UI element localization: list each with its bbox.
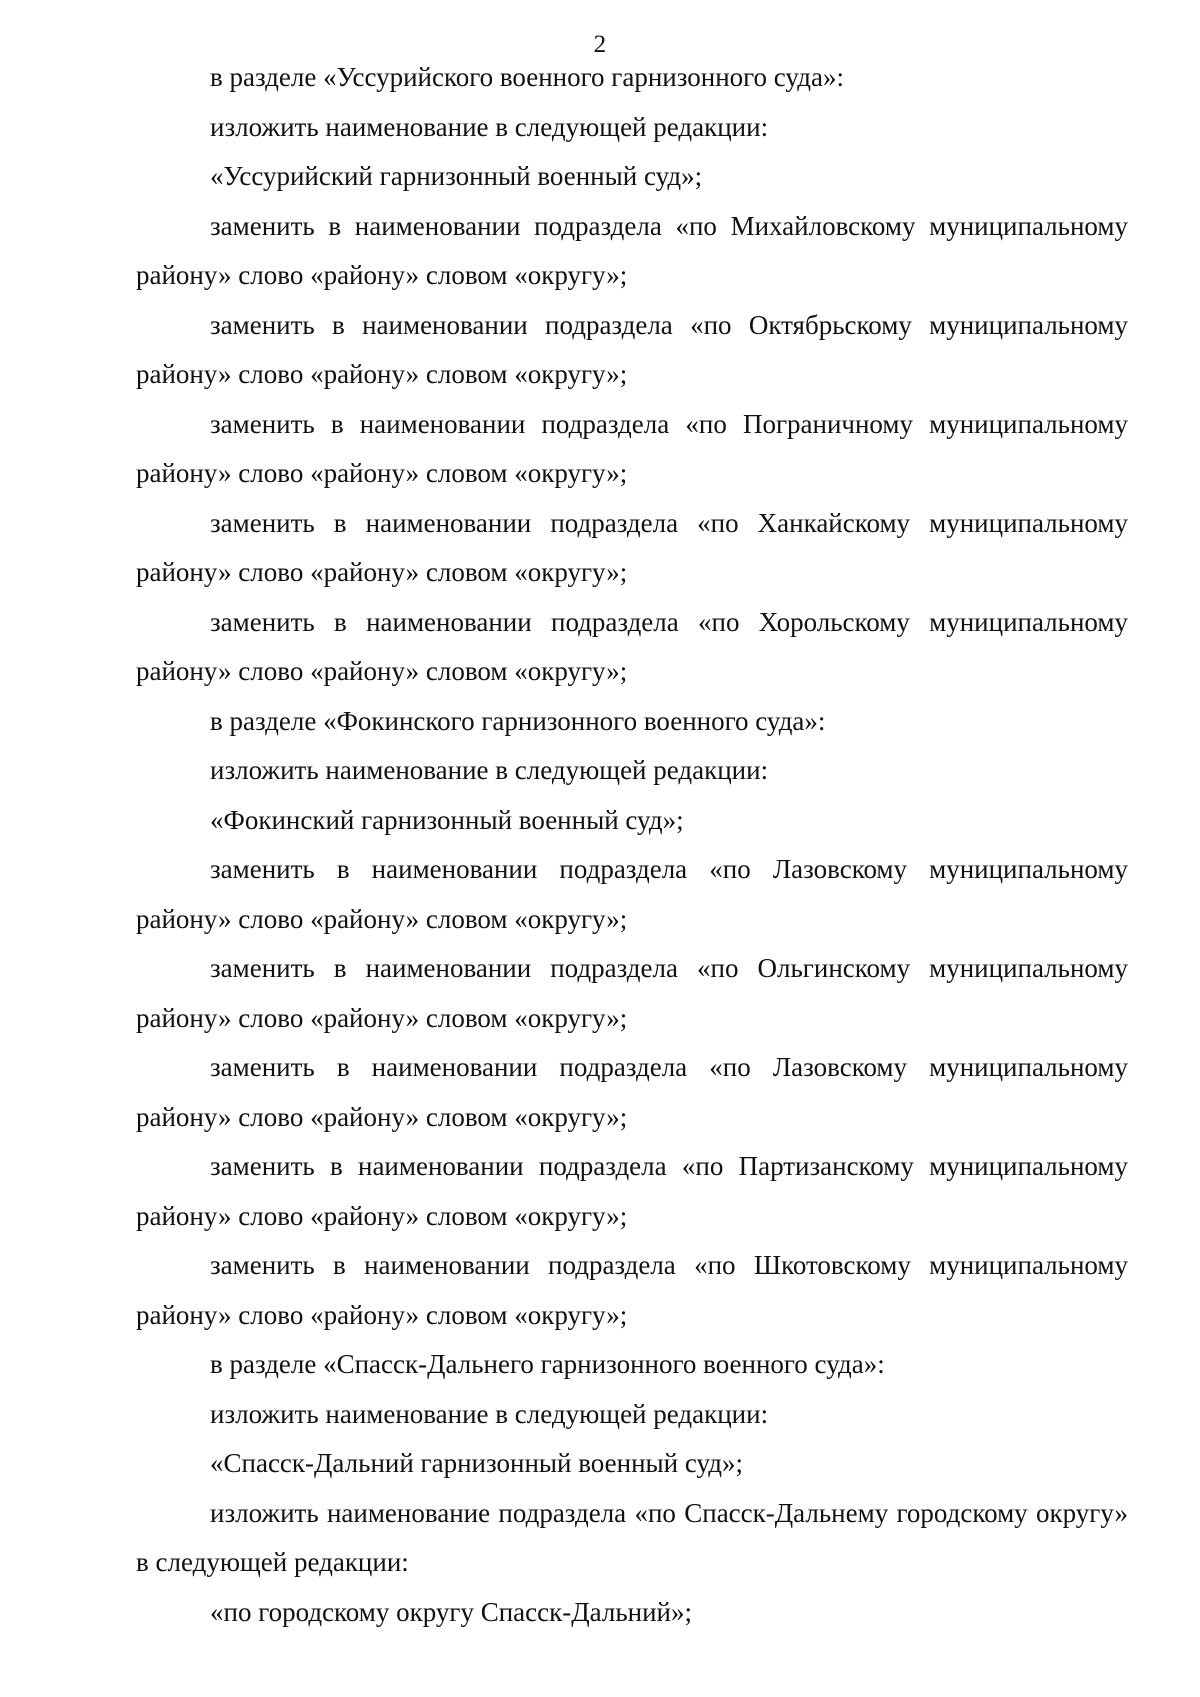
paragraph: в разделе «Спасск-Дальнего гарнизонного военного суда»: [210, 1349, 885, 1379]
paragraph: изложить наименование в следующей редакции: [210, 111, 769, 142]
paragraph: заменить в наименовании подраздела «по Лазовскому муниципальному району» слово «району» словом «округу»; [136, 1052, 1128, 1132]
paragraph: «по городскому округу Спасск-Дальний»; [210, 1596, 692, 1627]
paragraph: заменить в наименовании подраздела «по Ханкайскому муниципальному району» слово «району» словом «округу»; [136, 507, 1128, 587]
paragraph: изложить наименование подраздела «по Спасск-Дальнему городскому округу» в следующей редакции: [136, 1497, 1128, 1577]
paragraph: «Фокинский гарнизонный военный суд»; [210, 804, 684, 835]
paragraph: заменить в наименовании подраздела «по Пограничному муниципальному району» слово «району» словом «округу»; [136, 408, 1128, 488]
paragraph: «Спасск-Дальний гарнизонный военный суд»; [210, 1448, 744, 1478]
paragraph: заменить в наименовании подраздела «по Ольгинскому муниципальному району» слово «району» словом «округу»; [136, 953, 1128, 1033]
paragraph: заменить в наименовании подраздела «по Октябрьскому муниципальному району» слово «району» словом «округу»; [136, 309, 1128, 389]
paragraph: заменить в наименовании подраздела «по Михайловскому муниципальному району» слово «району» словом «округу»; [136, 210, 1128, 290]
paragraph: заменить в наименовании подраздела «по Хорольскому муниципальному району» слово «району» словом «округу»; [136, 606, 1128, 686]
paragraph: заменить в наименовании подраздела «по Лазовскому муниципальному району» слово «району» словом «округу»; [136, 854, 1128, 934]
document-body [136, 53, 1128, 1637]
paragraph: заменить в наименовании подраздела «по Шкотовскому муниципальному району» слово «району» словом «округу»; [136, 1250, 1128, 1330]
paragraph: заменить в наименовании подраздела «по Партизанскому муниципальному району» слово «району» словом «округу»; [136, 1151, 1128, 1231]
paragraph: «Уссурийский гарнизонный военный суд»; [210, 161, 703, 191]
paragraph: изложить наименование в следующей редакции: [210, 1398, 769, 1429]
paragraph: в разделе «Уссурийского военного гарнизонного суда»: [210, 62, 844, 92]
page-number: 2 [593, 31, 607, 58]
paragraph: изложить наименование в следующей редакции: [210, 755, 769, 785]
paragraph: в разделе «Фокинского гарнизонного военного суда»: [210, 705, 826, 736]
